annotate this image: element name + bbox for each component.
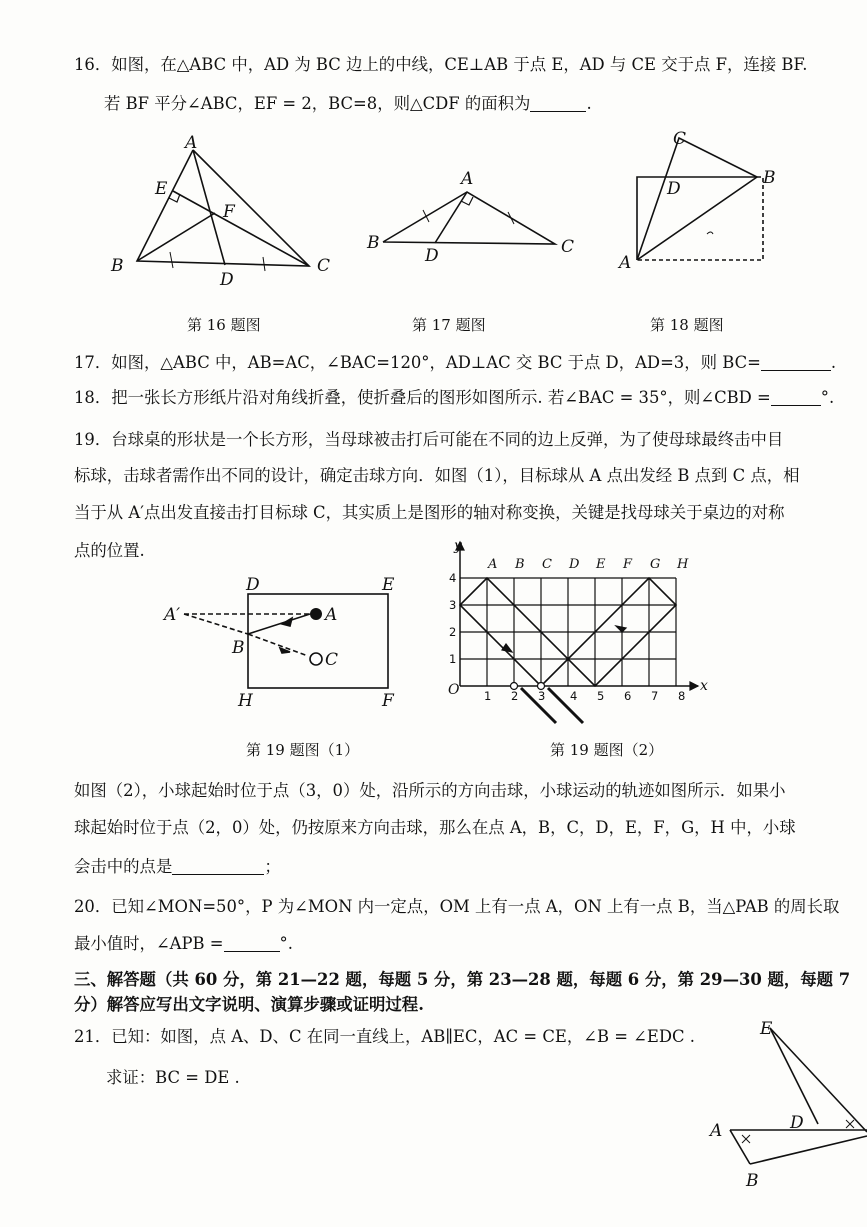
q18-end: °. xyxy=(820,388,835,407)
y-tick-2: 2 xyxy=(449,625,457,639)
answer-blank-18[interactable] xyxy=(771,389,821,406)
label-a: A xyxy=(619,253,632,273)
answer-blank-16[interactable] xyxy=(530,95,586,112)
label-b: B xyxy=(367,233,380,253)
x-tick-3: 3 xyxy=(538,689,546,703)
section3-line2: 分）解答应写出文字说明、演算步骤或证明过程. xyxy=(74,995,424,1014)
label-b: B xyxy=(232,638,245,658)
q18-text: 18．把一张长方形纸片沿对角线折叠，使折叠后的图形如图所示. 若∠BAC = 35°，则∠CBD = xyxy=(74,388,771,407)
q19-line4: 点的位置. xyxy=(74,541,145,560)
q17-text: 17．如图，△ABC 中，AB=AC，∠BAC=120°，AD⊥AC 交 BC 于点 D，AD=3，则 BC= xyxy=(74,353,761,372)
q19-text7: 会击中的点是 xyxy=(74,857,173,876)
figure-19-2 xyxy=(446,536,716,726)
label-c: C xyxy=(673,129,687,149)
label-e: E xyxy=(760,1019,773,1039)
section3-line1: 三、解答题（共 60 分，第 21—22 题，每题 5 分，第 23—28 题，每题 6 分，第 29—30 题，每题 7 xyxy=(74,970,851,989)
q21-line1: 21．已知：如图，点 A、D、C 在同一直线上，AB∥EC，AC = CE，∠B = ∠EDC . xyxy=(74,1027,695,1046)
ball-c xyxy=(310,653,322,665)
label-d: D xyxy=(790,1113,804,1133)
answer-blank-20[interactable] xyxy=(224,935,280,952)
q18-line xyxy=(74,387,834,409)
q21-line2: 求证：BC = DE . xyxy=(106,1068,240,1087)
top-label-e: E xyxy=(596,557,606,572)
caption-fig17: 第 17 题图 xyxy=(412,316,486,334)
q19-line5: 如图（2），小球起始时位于点（3，0）处，沿所示的方向击球，小球运动的轨迹如图所示．如果小 xyxy=(74,781,786,800)
top-label-b: B xyxy=(515,557,525,572)
y-tick-1: 1 xyxy=(449,652,457,666)
y-tick-3: 3 xyxy=(449,598,457,612)
label-e: E xyxy=(382,575,395,595)
caption-fig16: 第 16 题图 xyxy=(187,316,261,334)
caption-fig19-1: 第 19 题图（1） xyxy=(246,741,360,759)
q19-line2: 标球，击球者需作出不同的设计，确定击球方向．如图（1），目标球从 A 点出发经 B 点到 C 点，相 xyxy=(74,466,800,485)
label-d: D xyxy=(220,270,234,290)
label-d: D xyxy=(667,179,681,199)
x-tick-4: 4 xyxy=(570,689,578,703)
figure-16 xyxy=(105,130,335,290)
q16-text: 若 BF 平分∠ABC，EF = 2，BC=8，则△CDF 的面积为 xyxy=(104,94,531,113)
top-label-d: D xyxy=(569,557,580,572)
label-c: C xyxy=(325,650,339,670)
label-aprime: A′ xyxy=(164,605,181,625)
q16-line1: 16．如图，在△ABC 中，AD 为 BC 边上的中线，CE⊥AB 于点 E，AD 与 CE 交于点 F，连接 BF. xyxy=(74,55,808,74)
x-tick-7: 7 xyxy=(651,689,659,703)
label-e: E xyxy=(155,179,168,199)
top-label-g: G xyxy=(650,557,661,572)
axis-y: y xyxy=(454,538,462,554)
label-c: C xyxy=(317,256,331,276)
label-f: F xyxy=(382,691,394,711)
label-a: A xyxy=(710,1121,723,1141)
figure-17 xyxy=(365,168,585,268)
label-a: A xyxy=(185,133,198,153)
x-tick-8: 8 xyxy=(678,689,686,703)
q19-line3: 当于从 A′点出发直接击打目标球 C，其实质上是图形的轴对称变换，关键是找母球关于桌边的对称 xyxy=(74,503,785,522)
caption-fig18: 第 18 题图 xyxy=(650,316,724,334)
top-label-h: H xyxy=(677,557,689,572)
caption-fig19-2: 第 19 题图（2） xyxy=(550,741,664,759)
x-tick-2: 2 xyxy=(511,689,519,703)
answer-blank-17[interactable] xyxy=(761,354,831,371)
x-tick-1: 1 xyxy=(484,689,492,703)
q20-line1: 20．已知∠MON=50°，P 为∠MON 内一定点，OM 上有一点 A，ON 上有一点 B，当△PAB 的周长取 xyxy=(74,897,840,916)
axis-x: x xyxy=(700,678,708,694)
label-d: D xyxy=(246,575,260,595)
q20-end: °. xyxy=(279,934,293,953)
label-h: H xyxy=(238,691,253,711)
label-f: F xyxy=(223,202,235,222)
ball-a xyxy=(310,608,322,620)
label-b: B xyxy=(111,256,124,276)
q17-end: . xyxy=(830,353,837,372)
x-tick-6: 6 xyxy=(624,689,632,703)
top-label-f: F xyxy=(623,557,633,572)
label-a: A xyxy=(325,605,338,625)
label-c: C xyxy=(561,237,575,257)
y-tick-4: 4 xyxy=(449,571,457,585)
q17-line xyxy=(74,352,836,374)
q19-line7 xyxy=(74,856,281,878)
figure-18 xyxy=(615,126,785,276)
top-label-c: C xyxy=(542,557,552,572)
q19-line6: 球起始时位于点（2，0）处，仍按原来方向击球，那么在点 A，B，C，D，E，F，G，H 中，小球 xyxy=(74,818,796,837)
q20-line2 xyxy=(74,933,293,955)
x-tick-5: 5 xyxy=(597,689,605,703)
q20-text: 最小值时，∠APB = xyxy=(74,934,224,953)
q19-line1: 19．台球桌的形状是一个长方形，当母球被击打后可能在不同的边上反弹，为了使母球最终击中目 xyxy=(74,430,784,449)
origin-o: O xyxy=(448,682,460,698)
answer-blank-19[interactable] xyxy=(172,858,264,875)
label-d: D xyxy=(425,246,439,266)
figure-19-1 xyxy=(160,572,410,712)
q16-end: . xyxy=(586,94,592,113)
label-b: B xyxy=(746,1171,759,1191)
q19-end: ； xyxy=(264,857,281,876)
label-a: A xyxy=(461,169,474,189)
top-label-a: A xyxy=(488,557,498,572)
q16-line2 xyxy=(104,93,592,115)
label-b: B xyxy=(763,168,776,188)
figure-21 xyxy=(700,1012,867,1212)
